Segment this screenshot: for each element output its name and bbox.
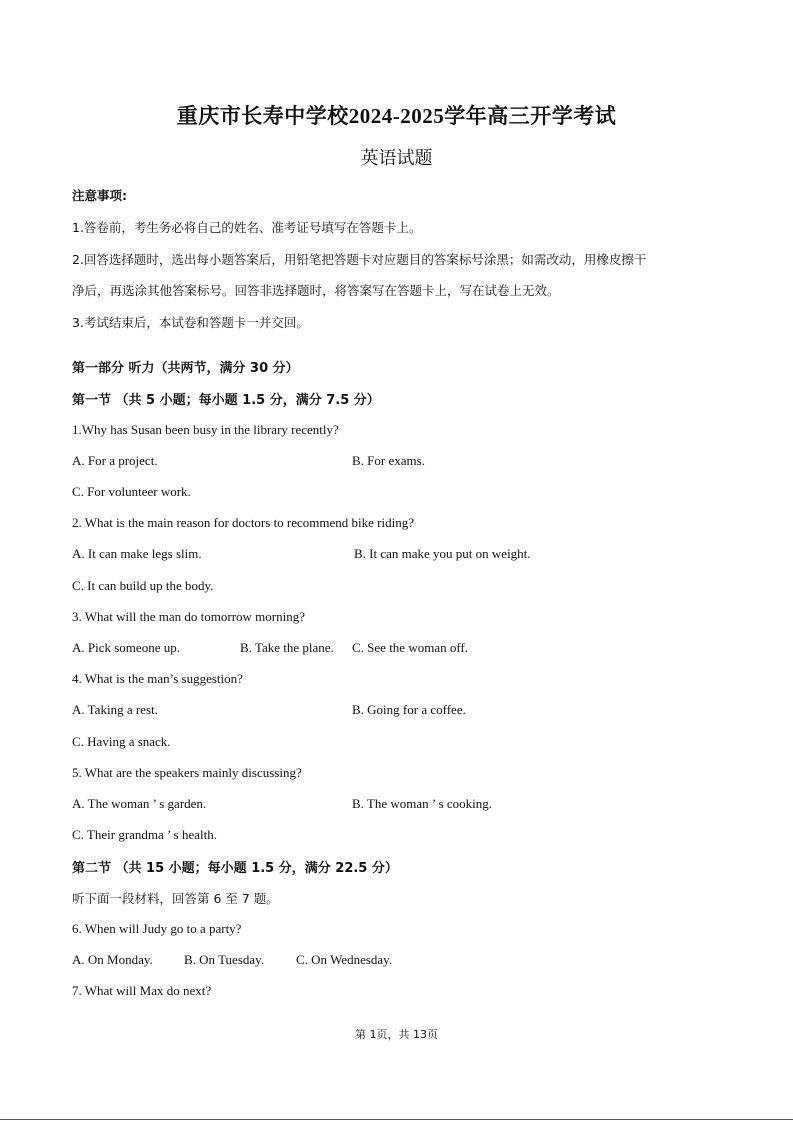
question-3-option-a: A. Pick someone up.: [72, 640, 180, 655]
question-1-option-b: B. For exams.: [352, 453, 425, 468]
question-6-option-c: C. On Wednesday.: [296, 952, 393, 967]
section2-heading: 第二节 （共 15 小题；每小题 1.5 分，满分 22.5 分）: [72, 861, 398, 876]
exam-title: 重庆市长寿中学校2024-2025学年高三开学考试: [176, 104, 617, 128]
bottom-divider: [0, 1119, 793, 1120]
question-4-option-b: B. Going for a coffee.: [352, 702, 466, 717]
question-3-option-c: C. See the woman off.: [352, 640, 469, 655]
question-6-option-b: B. On Tuesday.: [184, 952, 265, 967]
page-number: 第 1页，共 13页: [355, 1028, 438, 1041]
question-4-stem: 4. What is the man’s suggestion?: [72, 671, 243, 686]
notice-heading: 注意事项:: [72, 188, 127, 203]
question-5-option-a: A. The woman ’ s garden.: [72, 796, 207, 811]
question-5-option-b: B. The woman ’ s cooking.: [352, 796, 492, 811]
question-1-option-a: A. For a project.: [72, 453, 158, 468]
question-4-option-c: C. Having a snack.: [72, 734, 171, 749]
question-1-option-c: C. For volunteer work.: [72, 484, 191, 499]
notice-item-1: 1.答卷前，考生务必将自己的姓名、准考证号填写在答题卡上。: [72, 220, 422, 235]
question-6-option-a: A. On Monday.: [72, 952, 153, 967]
question-1-stem: 1.Why has Susan been busy in the library recently?: [72, 422, 339, 437]
question-2-option-b: B. It can make you put on weight.: [354, 546, 531, 561]
question-3-stem: 3. What will the man do tomorrow morning?: [72, 609, 305, 624]
exam-subtitle: 英语试题: [360, 148, 433, 168]
section1-heading: 第一节 （共 5 小题；每小题 1.5 分，满分 7.5 分）: [72, 393, 380, 408]
question-2-option-a: A. It can make legs slim.: [72, 546, 202, 561]
question-2-option-c: C. It can build up the body.: [72, 578, 214, 593]
notice-item-3: 3.考试结束后，本试卷和答题卡一并交回。: [72, 315, 309, 330]
question-4-option-a: A. Taking a rest.: [72, 702, 158, 717]
notice-item-2-cont: 净后，再选涂其他答案标号。回答非选择题时，将答案写在答题卡上，写在试卷上无效。: [72, 283, 560, 298]
question-5-stem: 5. What are the speakers mainly discussing?: [72, 765, 302, 780]
question-7-stem: 7. What will Max do next?: [72, 983, 212, 998]
section2-instruction: 听下面一段材料，回答第 6 至 7 题。: [72, 891, 279, 906]
question-3-option-b: B. Take the plane.: [240, 640, 334, 655]
question-2-stem: 2. What is the main reason for doctors to recommend bike riding?: [72, 515, 414, 530]
question-6-stem: 6. When will Judy go to a party?: [72, 921, 242, 936]
part1-heading: 第一部分 听力（共两节，满分 30 分）: [72, 361, 299, 376]
notice-item-2: 2.回答选择题时，选出每小题答案后，用铅笔把答题卡对应题目的答案标号涂黑；如需改动，用橡皮擦干: [72, 252, 647, 267]
question-5-option-c: C. Their grandma ’ s health.: [72, 827, 218, 842]
